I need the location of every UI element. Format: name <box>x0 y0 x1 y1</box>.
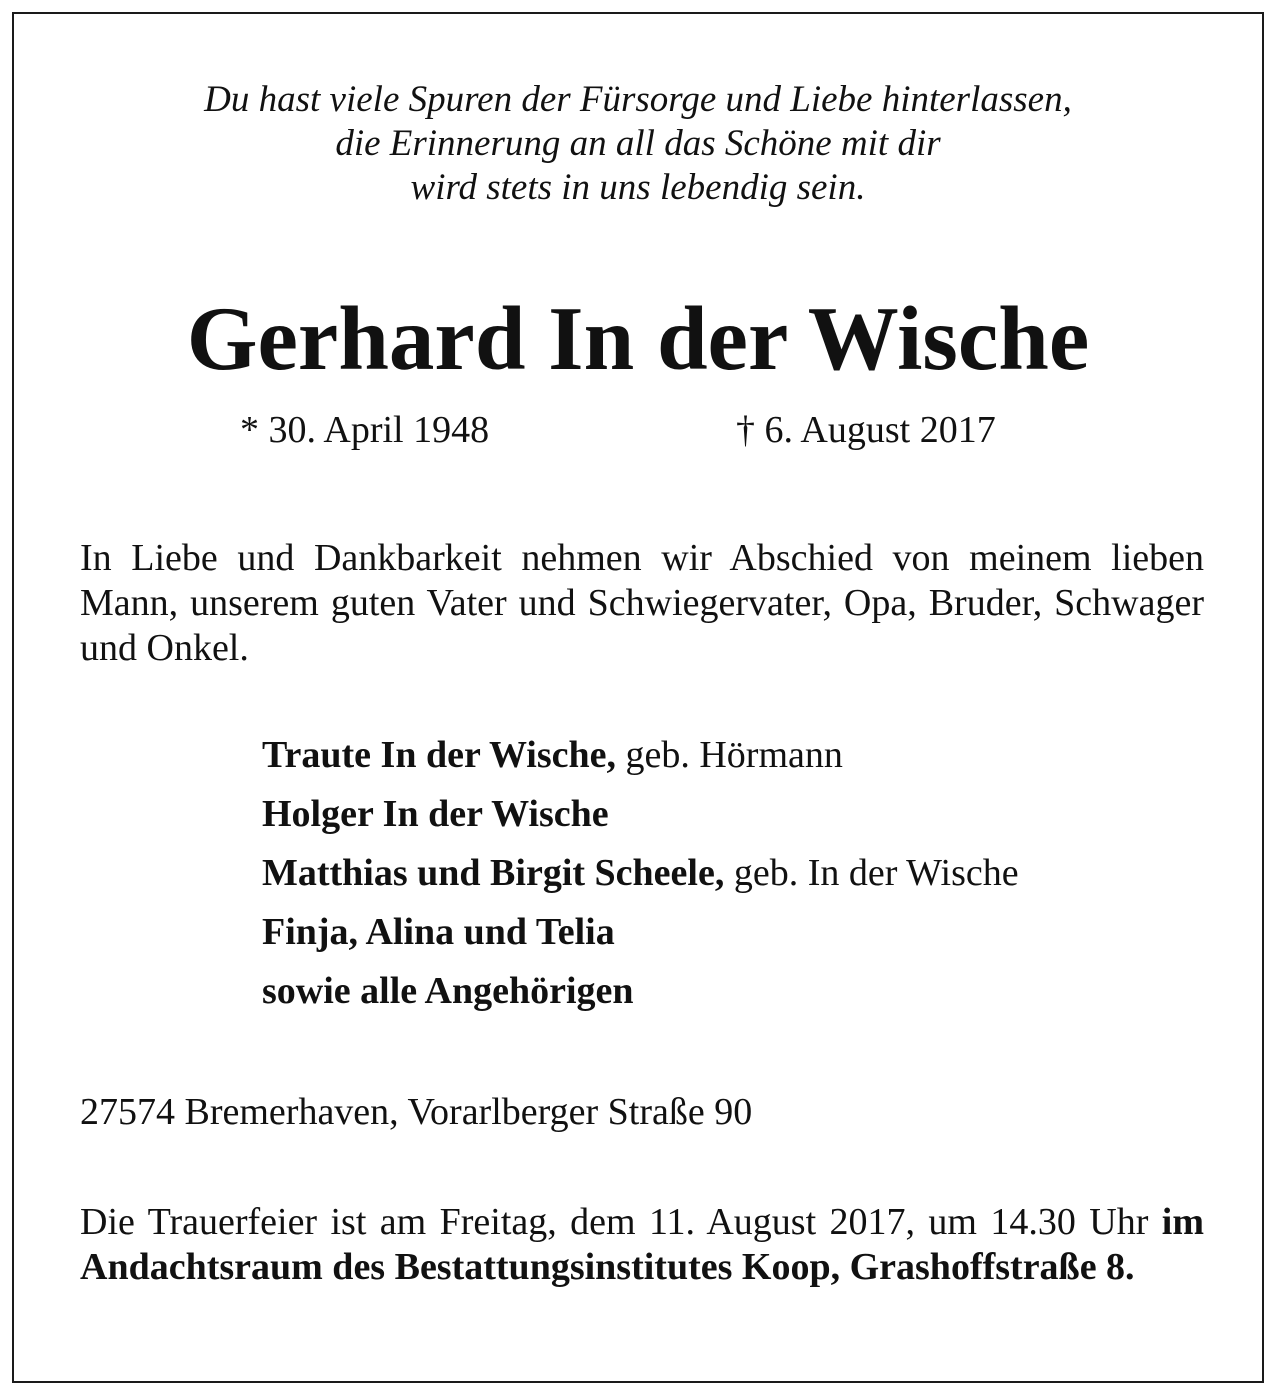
service-time-text: Die Trauerfeier ist am Freitag, dem 11. August 2017, um 14.30 Uhr <box>80 1201 1162 1243</box>
birth-date: * 30. April 1948 <box>240 409 490 451</box>
poem-line: Du hast viele Spuren der Fürsorge und Liebe hinterlassen, <box>204 79 1072 120</box>
family-member-note: geb. In der Wische <box>724 852 1019 894</box>
family-member <box>262 903 1019 962</box>
family-member <box>262 785 1019 844</box>
obituary-notice <box>12 12 1264 1383</box>
family-member <box>262 844 1019 903</box>
family-member-name: sowie alle Angehörigen <box>262 970 634 1012</box>
funeral-service-info <box>80 1200 1204 1290</box>
family-member-note: geb. Hörmann <box>616 734 843 776</box>
memorial-poem <box>14 78 1262 210</box>
family-member <box>262 962 1019 1021</box>
death-date: † 6. August 2017 <box>736 409 996 451</box>
farewell-text: In Liebe und Dankbarkeit nehmen wir Abschied von meinem lieben Mann, unserem guten Vater und Schwiegervater, Opa, Bruder, Schwager und Onkel. <box>80 537 1204 669</box>
family-address: 27574 Bremerhaven, Vorarlberger Straße 90 <box>80 1091 753 1133</box>
family-list <box>262 726 1019 1021</box>
poem-line: die Erinnerung an all das Schöne mit dir <box>335 123 941 164</box>
poem-line: wird stets in uns lebendig sein. <box>410 167 866 208</box>
service-location: im Andachtsraum des Bestattungsinstitutes Koop, Grashoffstraße 8. <box>80 1201 1204 1288</box>
family-member-name: Matthias und Birgit Scheele, <box>262 852 725 894</box>
family-member-name: Finja, Alina und Telia <box>262 911 615 953</box>
family-member <box>262 726 1019 785</box>
family-member-name: Holger In der Wische <box>262 793 609 835</box>
family-member-name: Traute In der Wische, <box>262 734 616 776</box>
deceased-name: Gerhard In der Wische <box>186 288 1090 389</box>
